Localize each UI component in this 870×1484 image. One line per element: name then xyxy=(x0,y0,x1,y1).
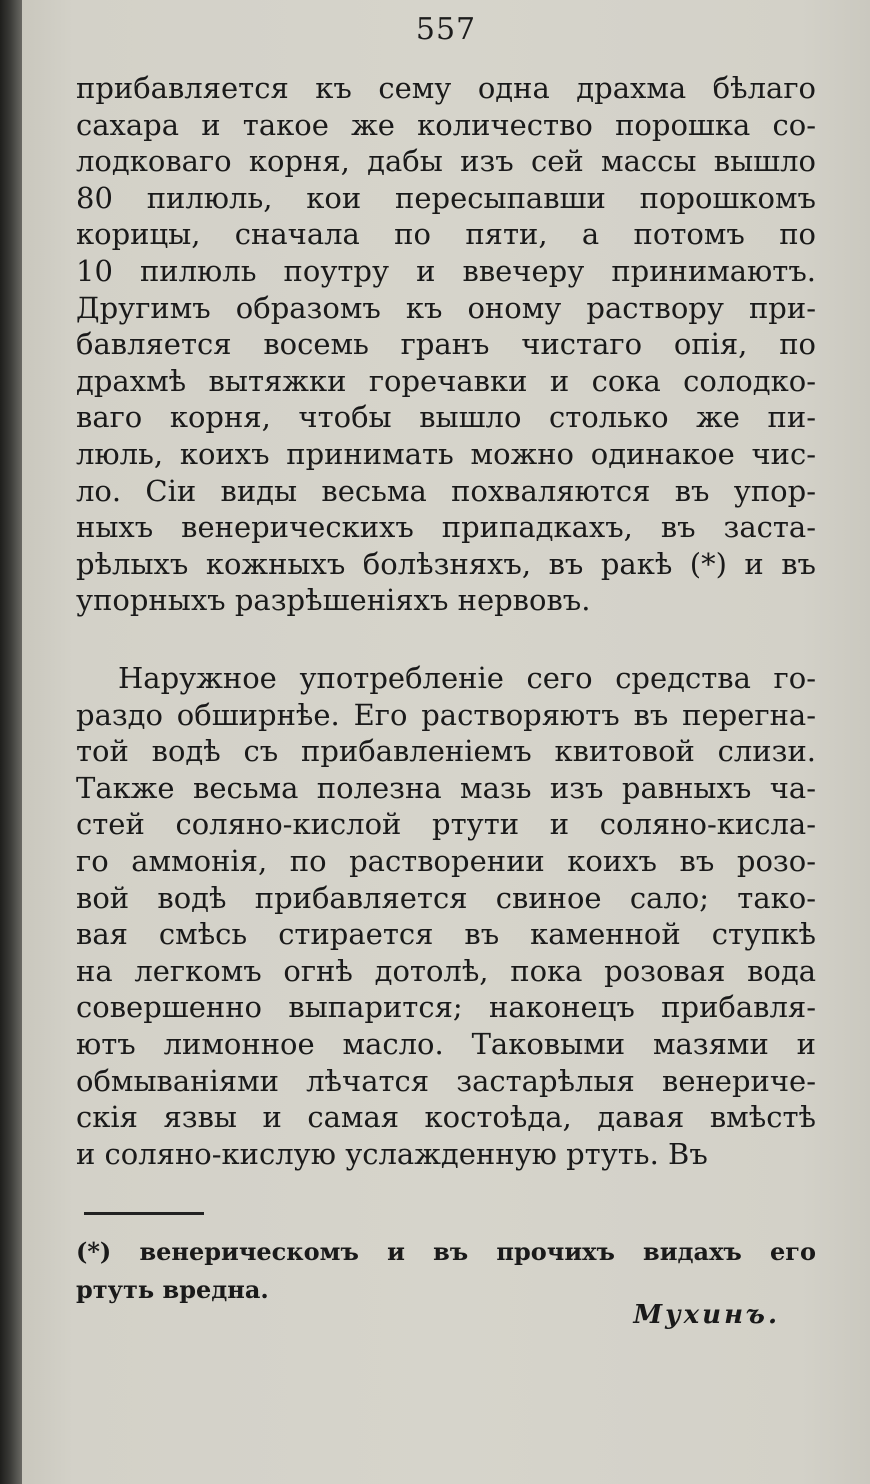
text-line: прибавляется къ сему одна драхма бѣлаго xyxy=(76,71,816,105)
text-line: 10 пилюль поутру и ввечеру принимаютъ. xyxy=(76,254,816,288)
book-page xyxy=(22,0,870,1484)
text-line: вой водѣ прибавляется свиное сало; тако- xyxy=(76,880,816,915)
text-line: вая смѣсь стирается въ каменной ступкѣ xyxy=(76,917,816,952)
footnote-line: (*) венерическомъ и въ прочихъ видахъ его xyxy=(76,1237,816,1266)
book-spine xyxy=(0,0,22,1484)
text-line: рѣлыхъ кожныхъ болѣзняхъ, въ ракѣ (*) и въ xyxy=(76,546,816,581)
text-line: раздо обширнѣе. Его растворяютъ въ перегна- xyxy=(76,697,816,732)
text-line: Другимъ образомъ къ оному раствору при- xyxy=(76,290,816,325)
text-line: люль, коихъ принимать можно одинакое чис- xyxy=(76,437,816,471)
text-line: го аммонія, по растворении коихъ въ розо- xyxy=(76,844,816,878)
page-number: 557 xyxy=(415,12,477,47)
text-line: корицы, сначала по пяти, а потомъ по xyxy=(76,217,816,252)
text-line: той водѣ съ прибавленіемъ квитовой слизи. xyxy=(76,734,816,769)
text-line: на легкомъ огнѣ дотолѣ, пока розовая вода xyxy=(76,953,816,988)
text-line: Также весьма полезна мазь изъ равныхъ ча- xyxy=(76,770,816,805)
text-line: лодковаго корня, дабы изъ сей массы вышло xyxy=(76,144,816,179)
text-line: ютъ лимонное масло. Таковыми мазями и xyxy=(76,1027,816,1061)
text-line: стей соляно-кислой ртути и соляно-кисла- xyxy=(76,807,816,842)
text-line: скія язвы и самая костоѣда, давая вмѣстѣ xyxy=(76,1100,816,1135)
text-line: драхмѣ вытяжки горечавки и сока солодко- xyxy=(76,363,816,398)
text-line: обмываніями лѣчатся застарѣлыя венериче- xyxy=(76,1063,816,1098)
text-line: 80 пилюль, кои пересыпавши порошкомъ xyxy=(76,180,816,215)
footnote-rule xyxy=(84,1212,204,1215)
text-line: сахара и такое же количество порошка со- xyxy=(76,107,816,142)
text-line: Наружное употребленіе сего средства го- xyxy=(118,661,816,695)
text-line: ваго корня, чтобы вышло столько же пи- xyxy=(76,400,816,435)
author-signature: Мухинъ. xyxy=(633,1300,780,1330)
text-line: упорныхъ разрѣшеніяхъ нервовъ. xyxy=(76,583,591,618)
text-line: ныхъ венерическихъ припадкахъ, въ заста- xyxy=(76,510,816,545)
text-line: и соляно-кислую услажденную ртуть. Въ xyxy=(76,1136,708,1171)
footnote-line: ртуть вредна. xyxy=(76,1275,269,1304)
text-line: совершенно выпарится; наконецъ прибавля- xyxy=(76,990,816,1025)
text-line: ло. Сіи виды весьма похваляются въ упор- xyxy=(76,473,816,508)
text-line: бавляется восемь гранъ чистаго опія, по xyxy=(76,327,816,362)
